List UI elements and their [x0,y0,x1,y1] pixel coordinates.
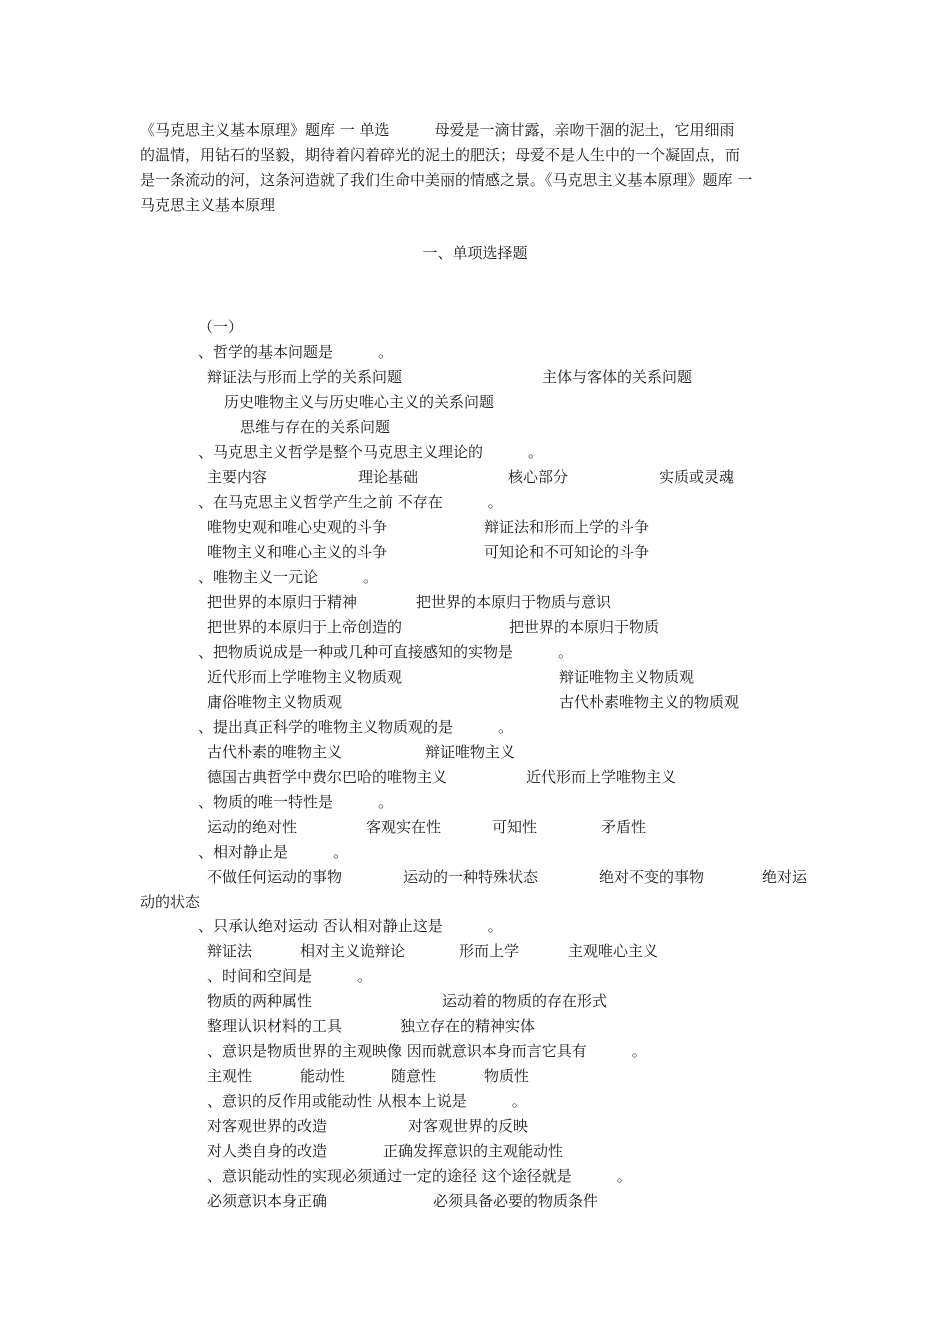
option-text: 整理认识材料的工具 [207,1017,343,1035]
question-stem: 、意识是物质世界的主观映像 因而就意识本身而言它具有 。 [207,1042,647,1060]
question-stem: 、在马克思主义哲学产生之前 不存在 。 [198,493,503,511]
option-text: 随意性 [391,1067,437,1085]
option-text: 可知性 [492,818,538,836]
option-text: 对客观世界的改造 [207,1117,328,1135]
option-text: 把世界的本原归于物质与意识 [416,593,612,611]
subsection-label: （一） [198,318,244,336]
intro-line: 的温情，用钻石的坚毅，期待着闪着碎光的泥土的肥沃；母爱不是人生中的一个凝固点，而 [140,146,741,164]
option-text: 主要内容 [207,468,268,486]
option-text: 古代朴素的唯物主义 [207,743,343,761]
option-text: 唯物史观和唯心史观的斗争 [207,518,388,536]
intro-paragraph [140,118,812,218]
option-text: 历史唯物主义与历史唯心主义的关系问题 [224,393,495,411]
option-text: 独立存在的精神实体 [400,1017,536,1035]
option-text: 近代形而上学唯物主义物质观 [207,668,403,686]
section-title: 一、单项选择题 [422,244,528,262]
option-text: 形而上学 [459,942,520,960]
option-text: 物质的两种属性 [207,992,313,1010]
option-text: 对人类自身的改造 [207,1142,328,1160]
option-text: 实质或灵魂 [659,468,735,486]
intro-line: 是一条流动的河，这条河造就了我们生命中美丽的情感之景。《马克思主义基本原理》题库 一 [140,171,753,189]
option-text: 把世界的本原归于物质 [509,618,660,636]
option-text: 辩证法和形而上学的斗争 [484,518,650,536]
question-stem: 、时间和空间是 。 [207,967,373,985]
option-text: 物质性 [484,1067,530,1085]
option-text: 正确发挥意识的主观能动性 [383,1142,564,1160]
option-text: 运动着的物质的存在形式 [442,992,608,1010]
option-text: 思维与存在的关系问题 [240,418,391,436]
option-text: 必须意识本身正确 [207,1192,328,1210]
question-stem: 、唯物主义一元论 。 [198,568,379,586]
question-stem: 、相对静止是 。 [198,843,349,861]
option-text: 把世界的本原归于上帝创造的 [207,618,403,636]
option-text: 主观唯心主义 [568,942,659,960]
question-stem: 、只承认绝对运动 否认相对静止这是 。 [198,917,503,935]
option-text: 辩证法与形而上学的关系问题 [207,368,403,386]
option-text: 近代形而上学唯物主义 [526,768,677,786]
option-text: 绝对不变的事物 [599,868,705,886]
option-text: 对客观世界的反映 [408,1117,529,1135]
option-text: 绝对运 [762,868,808,886]
question-stem: 、哲学的基本问题是 。 [198,343,394,361]
option-text: 唯物主义和唯心主义的斗争 [207,543,388,561]
intro-line: 马克思主义基本原理 [140,196,276,214]
option-text: 庸俗唯物主义物质观 [207,693,343,711]
question-stem: 、马克思主义哲学是整个马克思主义理论的 。 [198,443,544,461]
option-text: 主观性 [207,1067,253,1085]
option-text: 不做任何运动的事物 [207,868,343,886]
option-text: 能动性 [300,1067,346,1085]
option-text: 辩证法 [207,942,253,960]
option-text: 辩证唯物主义物质观 [559,668,695,686]
question-stem: 、提出真正科学的唯物主义物质观的是 。 [198,718,514,736]
question-stem: 、意识的反作用或能动性 从根本上说是 。 [207,1092,527,1110]
question-stem: 、把物质说成是一种或几种可直接感知的实物是 。 [198,643,574,661]
option-text: 理论基础 [358,468,419,486]
option-text: 德国古典哲学中费尔巴哈的唯物主义 [207,768,448,786]
option-text: 可知论和不可知论的斗争 [484,543,650,561]
option-text: 相对主义诡辩论 [300,942,406,960]
question-stem: 、物质的唯一特性是 。 [198,793,394,811]
option-text: 辩证唯物主义 [425,743,516,761]
option-text-continued: 动的状态 [140,893,201,911]
option-text: 核心部分 [508,468,569,486]
option-text: 必须具备必要的物质条件 [433,1192,599,1210]
question-stem: 、意识能动性的实现必须通过一定的途径 这个途径就是 。 [207,1167,632,1185]
option-text: 客观实在性 [366,818,442,836]
option-text: 运动的绝对性 [207,818,298,836]
option-text: 运动的一种特殊状态 [403,868,539,886]
option-text: 古代朴素唯物主义的物质观 [559,693,740,711]
option-text: 把世界的本原归于精神 [207,593,358,611]
option-text: 矛盾性 [601,818,647,836]
intro-line: 《马克思主义基本原理》题库 一 单选 母爱是一滴甘露，亲吻干涸的泥土，它用细雨 [140,121,735,139]
option-text: 主体与客体的关系问题 [542,368,693,386]
